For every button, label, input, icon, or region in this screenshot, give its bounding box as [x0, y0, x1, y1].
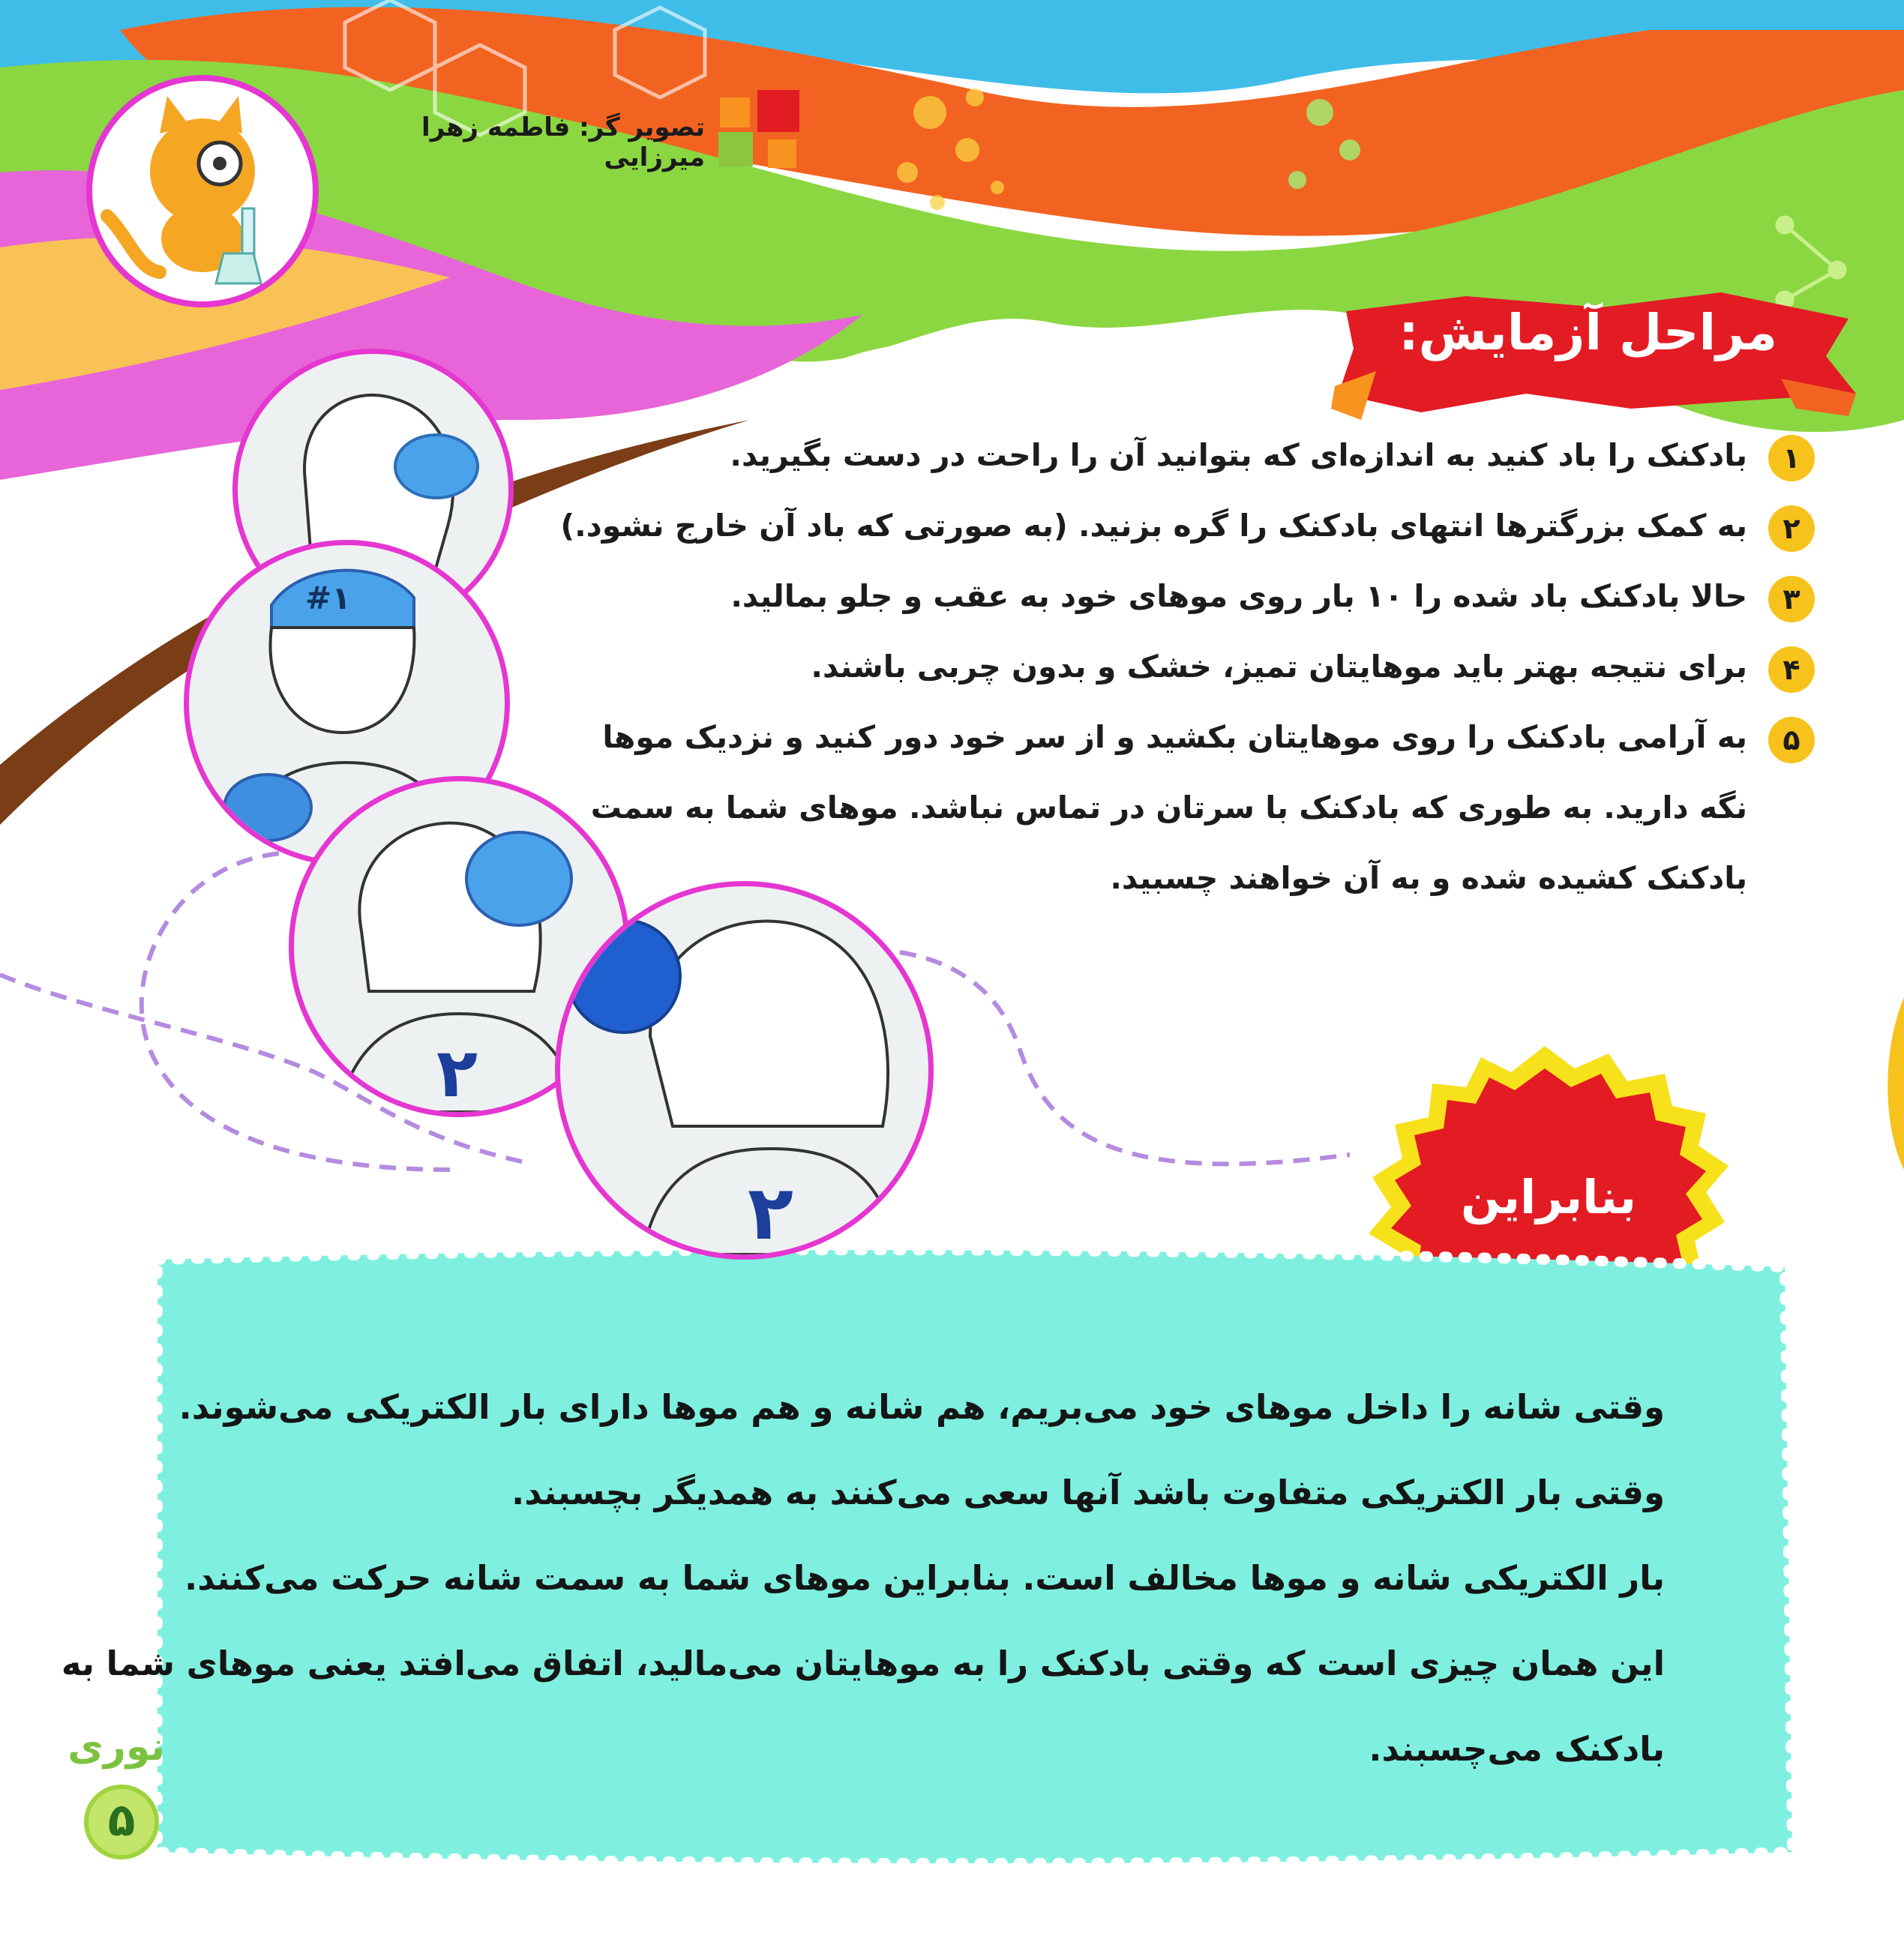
steps-title: مراحل آزمایش:	[1399, 304, 1777, 361]
step-2-number: ۲	[1768, 505, 1815, 552]
page-number: ۵	[84, 1785, 159, 1860]
step-5-line-2: نگه دارید. به طوری که بادکنک با سرتان در تماس نباشد. موهای شما به سمت	[590, 790, 1747, 826]
conclusion-line-3: بار الکتریکی شانه و موها مخالف است. بنابراین موهای شما به سمت شانه حرکت می‌کنند.	[184, 1558, 1665, 1598]
step-5	[525, 702, 1815, 913]
illustration-girl-hair-attracted	[555, 881, 934, 1260]
square-green	[718, 132, 753, 166]
brand-logo: نوری	[67, 1725, 165, 1770]
step-1-text: بادکنک را باد کنید به اندازه‌ای که بتوانید آن را راحت در دست بگیرید.	[730, 437, 1747, 473]
cap-number: #۱	[305, 580, 351, 616]
step-2-text: به کمک بزرگترها انتهای بادکنک را گره بزنید. (به صورتی که باد آن خارج نشود.)	[560, 508, 1747, 544]
square-orange	[720, 97, 750, 127]
step-5-line-1: به آرامی بادکنک را روی موهایتان بکشید و از سر خود دور کنید و نزدیک موها	[602, 719, 1747, 755]
step-3-number: ۳	[1768, 576, 1815, 622]
step-5-line-3: بادکنک کشیده شده و به آن خواهند چسبید.	[1110, 860, 1747, 896]
shirt-number-2: ۲	[748, 1169, 794, 1254]
conclusion-line-5: بادکنک می‌چسبند.	[1369, 1729, 1665, 1769]
step-4-text: برای نتیجه بهتر باید موهایتان تمیز، خشک و بدون چربی باشند.	[811, 649, 1747, 685]
step-2	[525, 490, 1815, 561]
conclusion-line-1: وقتی شانه را داخل موهای خود می‌بریم، هم شانه و هم موها دارای بار الکتریکی می‌شوند.	[178, 1387, 1665, 1427]
conclusion-line-4: این همان چیزی است که وقتی بادکنک را به موهایتان می‌مالید، اتفاق می‌افتد یعنی موهای شما به	[61, 1644, 1665, 1683]
cat-scientist-icon	[92, 81, 313, 301]
conclusion-line-2: وقتی بار الکتریکی متفاوت باشد آنها سعی می‌کنند به همدیگر بچسبند.	[511, 1473, 1665, 1512]
square-orange2	[768, 139, 796, 168]
steps-list	[525, 420, 1815, 913]
step-1-number: ۱	[1768, 435, 1815, 481]
step-1	[525, 420, 1815, 490]
square-red	[757, 90, 799, 132]
step-5-number: ۵	[1768, 717, 1815, 763]
step-4-number: ۴	[1768, 646, 1815, 693]
illustrator-credit: تصویر گر: فاطمه زهرا میرزایی	[421, 112, 705, 172]
cat-badge	[86, 75, 319, 307]
step-4	[525, 631, 1815, 702]
shirt-number-1: ۲	[436, 1034, 478, 1112]
step-3	[525, 561, 1815, 631]
conclusion-title: بنابراین	[1460, 1170, 1637, 1224]
step-3-text: حالا بادکنک باد شده را ۱۰ بار روی موهای خود به عقب و جلو بمالید.	[730, 578, 1747, 614]
